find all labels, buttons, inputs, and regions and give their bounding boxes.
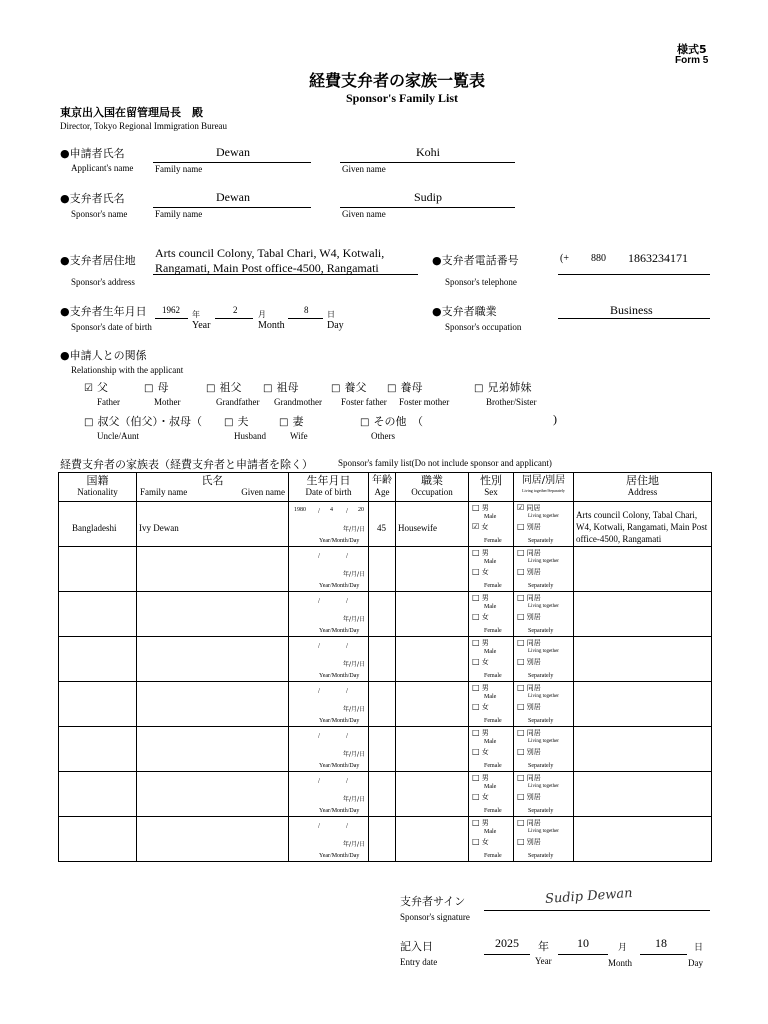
address-line-1[interactable]: Arts council Colony, Tabal Chari, W4, Kotwali, — [155, 246, 385, 260]
sex-cell[interactable]: □ 男 Male □ 女 Female — [469, 727, 514, 772]
living-cell[interactable]: □ 同居 Living together □ 別居 Separately — [514, 547, 574, 592]
entry-month-jp: 月 — [618, 943, 628, 953]
checkbox-icon[interactable]: □ — [144, 383, 154, 394]
nationality-cell[interactable] — [59, 772, 137, 817]
occupation-label: ●支弁者職業 — [432, 305, 497, 318]
table-row — [59, 817, 712, 862]
address-cell[interactable] — [574, 637, 712, 682]
sponsor-label-en: Sponsor's name — [71, 209, 128, 219]
sex-cell[interactable]: □ 男 Male □ 女 Female — [469, 682, 514, 727]
header-name: 氏名 Family name Given name — [137, 473, 289, 502]
dob-cell[interactable]: 1980 / 4 / 20 年/月/日 Year/Month/Day — [289, 502, 369, 547]
separate-checkbox[interactable]: □ 別居 — [517, 657, 541, 666]
form-number-en: Form 5 — [675, 55, 709, 66]
male-checkbox[interactable]: □ 男 — [472, 548, 489, 557]
separate-checkbox[interactable]: □ 別居 — [517, 837, 541, 846]
checkbox-icon[interactable]: □ — [331, 383, 341, 394]
checkbox-icon[interactable]: □ — [206, 383, 216, 394]
form-number-jp: 様式5 — [677, 43, 707, 56]
male-checkbox[interactable]: □ 男 — [472, 773, 489, 782]
name-cell[interactable] — [137, 772, 289, 817]
telephone-country-code[interactable]: 880 — [591, 253, 606, 264]
birth-month-jp: 月 — [258, 310, 266, 319]
nationality-cell[interactable] — [59, 682, 137, 727]
addressee-en: Director, Tokyo Regional Immigration Bureau — [60, 121, 228, 131]
female-checkbox[interactable]: □ 女 — [472, 747, 489, 756]
sponsor-label: ●支弁者氏名 — [60, 192, 125, 205]
relationship-option-label: 祖父 — [219, 381, 242, 394]
relationship-option-label-en: Uncle/Aunt — [97, 431, 139, 441]
male-checkbox[interactable]: □ 男 — [472, 728, 489, 737]
living-cell[interactable]: □ 同居 Living together □ 別居 Separately — [514, 727, 574, 772]
address-cell[interactable]: Arts council Colony, Tabal Chari, W4, Kotwali, Rangamati, Main Post office-4500, Rangamati — [574, 502, 712, 547]
relationship-option-others[interactable] — [360, 413, 423, 429]
relationship-option-husband[interactable] — [224, 413, 248, 429]
dob-cell[interactable]: / / 年/月/日 Year/Month/Day — [289, 817, 369, 862]
living-cell[interactable]: ☑ 同居 Living together □ 別居 Separately — [514, 502, 574, 547]
page-subtitle: Sponsor's Family List — [346, 91, 459, 105]
nationality-cell[interactable] — [59, 637, 137, 682]
checkbox-icon[interactable]: □ — [360, 417, 370, 428]
together-checkbox[interactable]: ☑ 同居 — [517, 503, 541, 512]
occupation-cell[interactable] — [396, 637, 469, 682]
female-checkbox[interactable]: □ 女 — [472, 612, 489, 621]
relationship-option-label: 養父 — [344, 381, 367, 394]
address-line-2[interactable]: Rangamati, Main Post office-4500, Rangamati — [155, 261, 379, 275]
birth-year-jp: 年 — [192, 310, 200, 319]
relationship-option-brother-sister[interactable] — [474, 379, 531, 395]
age-cell[interactable] — [369, 682, 396, 727]
separate-checkbox[interactable]: □ 別居 — [517, 702, 541, 711]
nationality-cell[interactable] — [59, 592, 137, 637]
checkbox-icon[interactable]: □ — [84, 417, 94, 428]
telephone-prefix: (+ — [560, 253, 569, 264]
nationality-cell[interactable]: Bangladeshi — [59, 502, 137, 547]
table-row — [59, 637, 712, 682]
telephone-number[interactable]: 1863234171 — [628, 251, 688, 265]
checkbox-icon[interactable]: □ — [279, 417, 289, 428]
male-checkbox[interactable]: □ 男 — [472, 683, 489, 692]
name-cell[interactable] — [137, 592, 289, 637]
address-cell[interactable] — [574, 547, 712, 592]
signature-label: 支弁者サイン — [400, 895, 466, 908]
occupation-cell[interactable] — [396, 727, 469, 772]
relationship-option-label: 祖母 — [276, 381, 299, 394]
occupation-label-en: Sponsor's occupation — [445, 322, 522, 332]
checkbox-icon[interactable]: □ — [474, 383, 484, 394]
checkbox-icon[interactable]: □ — [387, 383, 397, 394]
relationship-option-label-en: Others — [371, 431, 395, 441]
relationship-option-label-en: Brother/Sister — [486, 397, 537, 407]
together-checkbox[interactable]: □ 同居 — [517, 548, 541, 557]
applicant-label: ●申請者氏名 — [60, 147, 125, 160]
age-cell[interactable] — [369, 592, 396, 637]
birth-month[interactable]: 2 — [233, 305, 238, 315]
address-cell[interactable] — [574, 817, 712, 862]
address-cell[interactable] — [574, 772, 712, 817]
address-cell[interactable] — [574, 727, 712, 772]
occupation-cell[interactable] — [396, 592, 469, 637]
table-row — [59, 682, 712, 727]
birth-label-en: Sponsor's date of birth — [71, 322, 152, 332]
relationship-option-foster-father[interactable] — [331, 379, 366, 395]
relationship-option-uncle-aunt[interactable] — [84, 413, 202, 429]
living-cell[interactable]: □ 同居 Living together □ 別居 Separately — [514, 682, 574, 727]
checkbox-icon[interactable]: □ — [263, 383, 273, 394]
relationship-option-mother[interactable] — [144, 379, 168, 395]
occupation-cell[interactable] — [396, 772, 469, 817]
relationship-option-label: 養母 — [400, 381, 423, 394]
entry-date-label-en: Entry date — [400, 957, 438, 967]
birth-year-en: Year — [192, 320, 211, 331]
sex-cell[interactable]: □ 男 Male □ 女 Female — [469, 637, 514, 682]
address-cell[interactable] — [574, 592, 712, 637]
male-checkbox[interactable]: □ 男 — [472, 638, 489, 647]
female-checkbox[interactable]: ☑ 女 — [472, 522, 489, 531]
together-checkbox[interactable]: □ 同居 — [517, 593, 541, 602]
given-name-caption: Given name — [342, 164, 386, 174]
birth-month-en: Month — [258, 320, 285, 331]
living-cell[interactable]: □ 同居 Living together □ 別居 Separately — [514, 637, 574, 682]
dob-cell[interactable]: / / 年/月/日 Year/Month/Day — [289, 682, 369, 727]
address-cell[interactable] — [574, 682, 712, 727]
applicant-family-name[interactable]: Dewan — [216, 145, 250, 159]
table-row — [59, 547, 712, 592]
name-cell[interactable] — [137, 637, 289, 682]
dob-cell[interactable]: / / 年/月/日 Year/Month/Day — [289, 637, 369, 682]
birth-year[interactable]: 1962 — [162, 305, 180, 315]
female-checkbox[interactable]: □ 女 — [472, 657, 489, 666]
separate-checkbox[interactable]: □ 別居 — [517, 792, 541, 801]
name-cell[interactable] — [137, 817, 289, 862]
birth-day-jp: 日 — [327, 310, 335, 319]
telephone-label-en: Sponsor's telephone — [445, 277, 517, 287]
given-name-caption: Given name — [342, 209, 386, 219]
separate-checkbox[interactable]: □ 別居 — [517, 612, 541, 621]
checkbox-icon[interactable]: ☑ — [84, 383, 93, 394]
together-checkbox[interactable]: □ 同居 — [517, 728, 541, 737]
relationship-option-label-en: Grandfather — [216, 397, 260, 407]
female-checkbox[interactable]: □ 女 — [472, 567, 489, 576]
relationship-option-label: 父 — [96, 381, 108, 394]
address-label: ●支弁者居住地 — [60, 254, 136, 267]
applicant-label-en: Applicant's name — [71, 163, 134, 173]
nationality-cell[interactable] — [59, 727, 137, 772]
header-age: 年齢 Age — [369, 473, 396, 502]
entry-day-jp: 日 — [694, 943, 704, 953]
sponsor-family-name[interactable]: Dewan — [216, 190, 250, 204]
header-sex: 性別 Sex — [469, 473, 514, 502]
relationship-option-label: 叔父（伯父）・叔母（ — [97, 415, 202, 428]
nationality-cell[interactable] — [59, 817, 137, 862]
birth-label: ●支弁者生年月日 — [60, 305, 147, 318]
occupation-value[interactable]: Business — [610, 303, 653, 317]
together-checkbox[interactable]: □ 同居 — [517, 773, 541, 782]
entry-year-en: Year — [535, 956, 552, 966]
sponsor-given-name[interactable]: Sudip — [414, 190, 443, 204]
relationship-option-label-en: Foster mother — [399, 397, 450, 407]
others-close-paren: ) — [553, 412, 557, 426]
entry-month-en: Month — [608, 958, 633, 968]
relationship-option-wife[interactable] — [279, 413, 303, 429]
telephone-label: ●支弁者電話番号 — [432, 254, 519, 267]
relationship-option-label-en: Husband — [234, 431, 266, 441]
birth-day[interactable]: 8 — [304, 305, 309, 315]
dob-cell[interactable]: / / 年/月/日 Year/Month/Day — [289, 547, 369, 592]
female-checkbox[interactable]: □ 女 — [472, 837, 489, 846]
age-cell[interactable] — [369, 637, 396, 682]
relationship-option-label-en: Grandmother — [274, 397, 322, 407]
age-cell[interactable] — [369, 547, 396, 592]
birth-day-en: Day — [327, 320, 344, 331]
relationship-option-grandfather[interactable] — [206, 379, 241, 395]
age-cell[interactable] — [369, 727, 396, 772]
name-cell[interactable]: Ivy Dewan — [137, 502, 289, 547]
relationship-option-grandmother[interactable] — [263, 379, 298, 395]
together-checkbox[interactable]: □ 同居 — [517, 638, 541, 647]
nationality-cell[interactable] — [59, 547, 137, 592]
age-cell[interactable] — [369, 817, 396, 862]
relationship-option-foster-mother[interactable] — [387, 379, 422, 395]
table-row — [59, 592, 712, 637]
entry-month[interactable]: 10 — [577, 936, 589, 950]
table-row — [59, 772, 712, 817]
header-address: 居住地 Address — [574, 473, 712, 502]
occupation-cell[interactable] — [396, 682, 469, 727]
occupation-cell[interactable] — [396, 547, 469, 592]
header-dob: 生年月日 Date of birth — [289, 473, 369, 502]
sex-cell[interactable]: □ 男 Male □ 女 Female — [469, 772, 514, 817]
relationship-option-father[interactable] — [84, 379, 108, 395]
living-cell[interactable]: □ 同居 Living together □ 別居 Separately — [514, 592, 574, 637]
relationship-option-label-en: Wife — [290, 431, 308, 441]
checkbox-icon[interactable]: □ — [224, 417, 234, 428]
female-checkbox[interactable]: □ 女 — [472, 792, 489, 801]
address-label-en: Sponsor's address — [71, 277, 135, 287]
age-cell[interactable] — [369, 772, 396, 817]
page-title: 経費支弁者の家族一覧表 — [309, 71, 486, 90]
relationship-option-label: 夫 — [237, 415, 249, 428]
table-row — [59, 502, 712, 547]
occupation-cell[interactable] — [396, 817, 469, 862]
name-cell[interactable] — [137, 547, 289, 592]
relationship-option-label: 兄弟姉妹 — [487, 381, 532, 394]
relationship-option-label-en: Father — [97, 397, 120, 407]
family-list-caption: 経費支弁者の家族表（経費支弁者と申請者を除く） — [60, 458, 313, 471]
dob-cell[interactable]: / / 年/月/日 Year/Month/Day — [289, 592, 369, 637]
together-checkbox[interactable]: □ 同居 — [517, 683, 541, 692]
entry-year-jp: 年 — [538, 940, 549, 953]
relationship-option-label: 妻 — [292, 415, 304, 428]
relationship-label-en: Relationship with the applicant — [71, 365, 184, 375]
table-row — [59, 727, 712, 772]
entry-year[interactable]: 2025 — [495, 936, 519, 950]
male-checkbox[interactable]: □ 男 — [472, 593, 489, 602]
header-living: 同居/別居 Living together/Separately — [514, 473, 574, 502]
sex-cell[interactable]: □ 男 Male □ 女 Female — [469, 592, 514, 637]
dob-cell[interactable]: / / 年/月/日 Year/Month/Day — [289, 772, 369, 817]
name-cell[interactable] — [137, 727, 289, 772]
addressee-jp: 東京出入国在留管理局長 殿 — [60, 106, 203, 119]
header-nationality: 国籍 Nationality — [59, 473, 137, 502]
male-checkbox[interactable]: □ 男 — [472, 818, 489, 827]
dob-cell[interactable]: / / 年/月/日 Year/Month/Day — [289, 727, 369, 772]
occupation-cell[interactable]: Housewife — [396, 502, 469, 547]
entry-day-en: Day — [688, 958, 703, 968]
signature-label-en: Sponsor's signature — [400, 912, 470, 922]
living-cell[interactable]: □ 同居 Living together □ 別居 Separately — [514, 817, 574, 862]
sex-cell[interactable]: □ 男 Male □ 女 Female — [469, 817, 514, 862]
relationship-option-label: その他 （ — [373, 415, 423, 428]
separate-checkbox[interactable]: □ 別居 — [517, 747, 541, 756]
signature-value[interactable]: Sudip Dewan — [544, 885, 634, 908]
male-checkbox[interactable]: □ 男 — [472, 503, 489, 512]
sex-cell[interactable]: □ 男 Male □ 女 Female — [469, 547, 514, 592]
relationship-option-label-en: Mother — [154, 397, 181, 407]
name-cell[interactable] — [137, 682, 289, 727]
together-checkbox[interactable]: □ 同居 — [517, 818, 541, 827]
separate-checkbox[interactable]: □ 別居 — [517, 522, 541, 531]
sex-cell[interactable]: □ 男 Male ☑ 女 Female — [469, 502, 514, 547]
entry-day[interactable]: 18 — [655, 936, 667, 950]
family-list-caption-en: Sponsor's family list(Do not include sponsor and applicant) — [338, 458, 552, 468]
female-checkbox[interactable]: □ 女 — [472, 702, 489, 711]
entry-date-label: 記入日 — [400, 940, 433, 953]
family-name-caption: Family name — [155, 209, 203, 219]
relationship-option-label: 母 — [157, 381, 169, 394]
family-table — [58, 472, 712, 862]
relationship-option-label-en: Foster father — [341, 397, 387, 407]
header-occupation: 職業 Occupation — [396, 473, 469, 502]
family-name-caption: Family name — [155, 164, 203, 174]
age-cell[interactable]: 45 — [369, 502, 396, 547]
applicant-given-name[interactable]: Kohi — [416, 145, 440, 159]
living-cell[interactable]: □ 同居 Living together □ 別居 Separately — [514, 772, 574, 817]
separate-checkbox[interactable]: □ 別居 — [517, 567, 541, 576]
relationship-label: ●申請人との関係 — [60, 349, 147, 362]
